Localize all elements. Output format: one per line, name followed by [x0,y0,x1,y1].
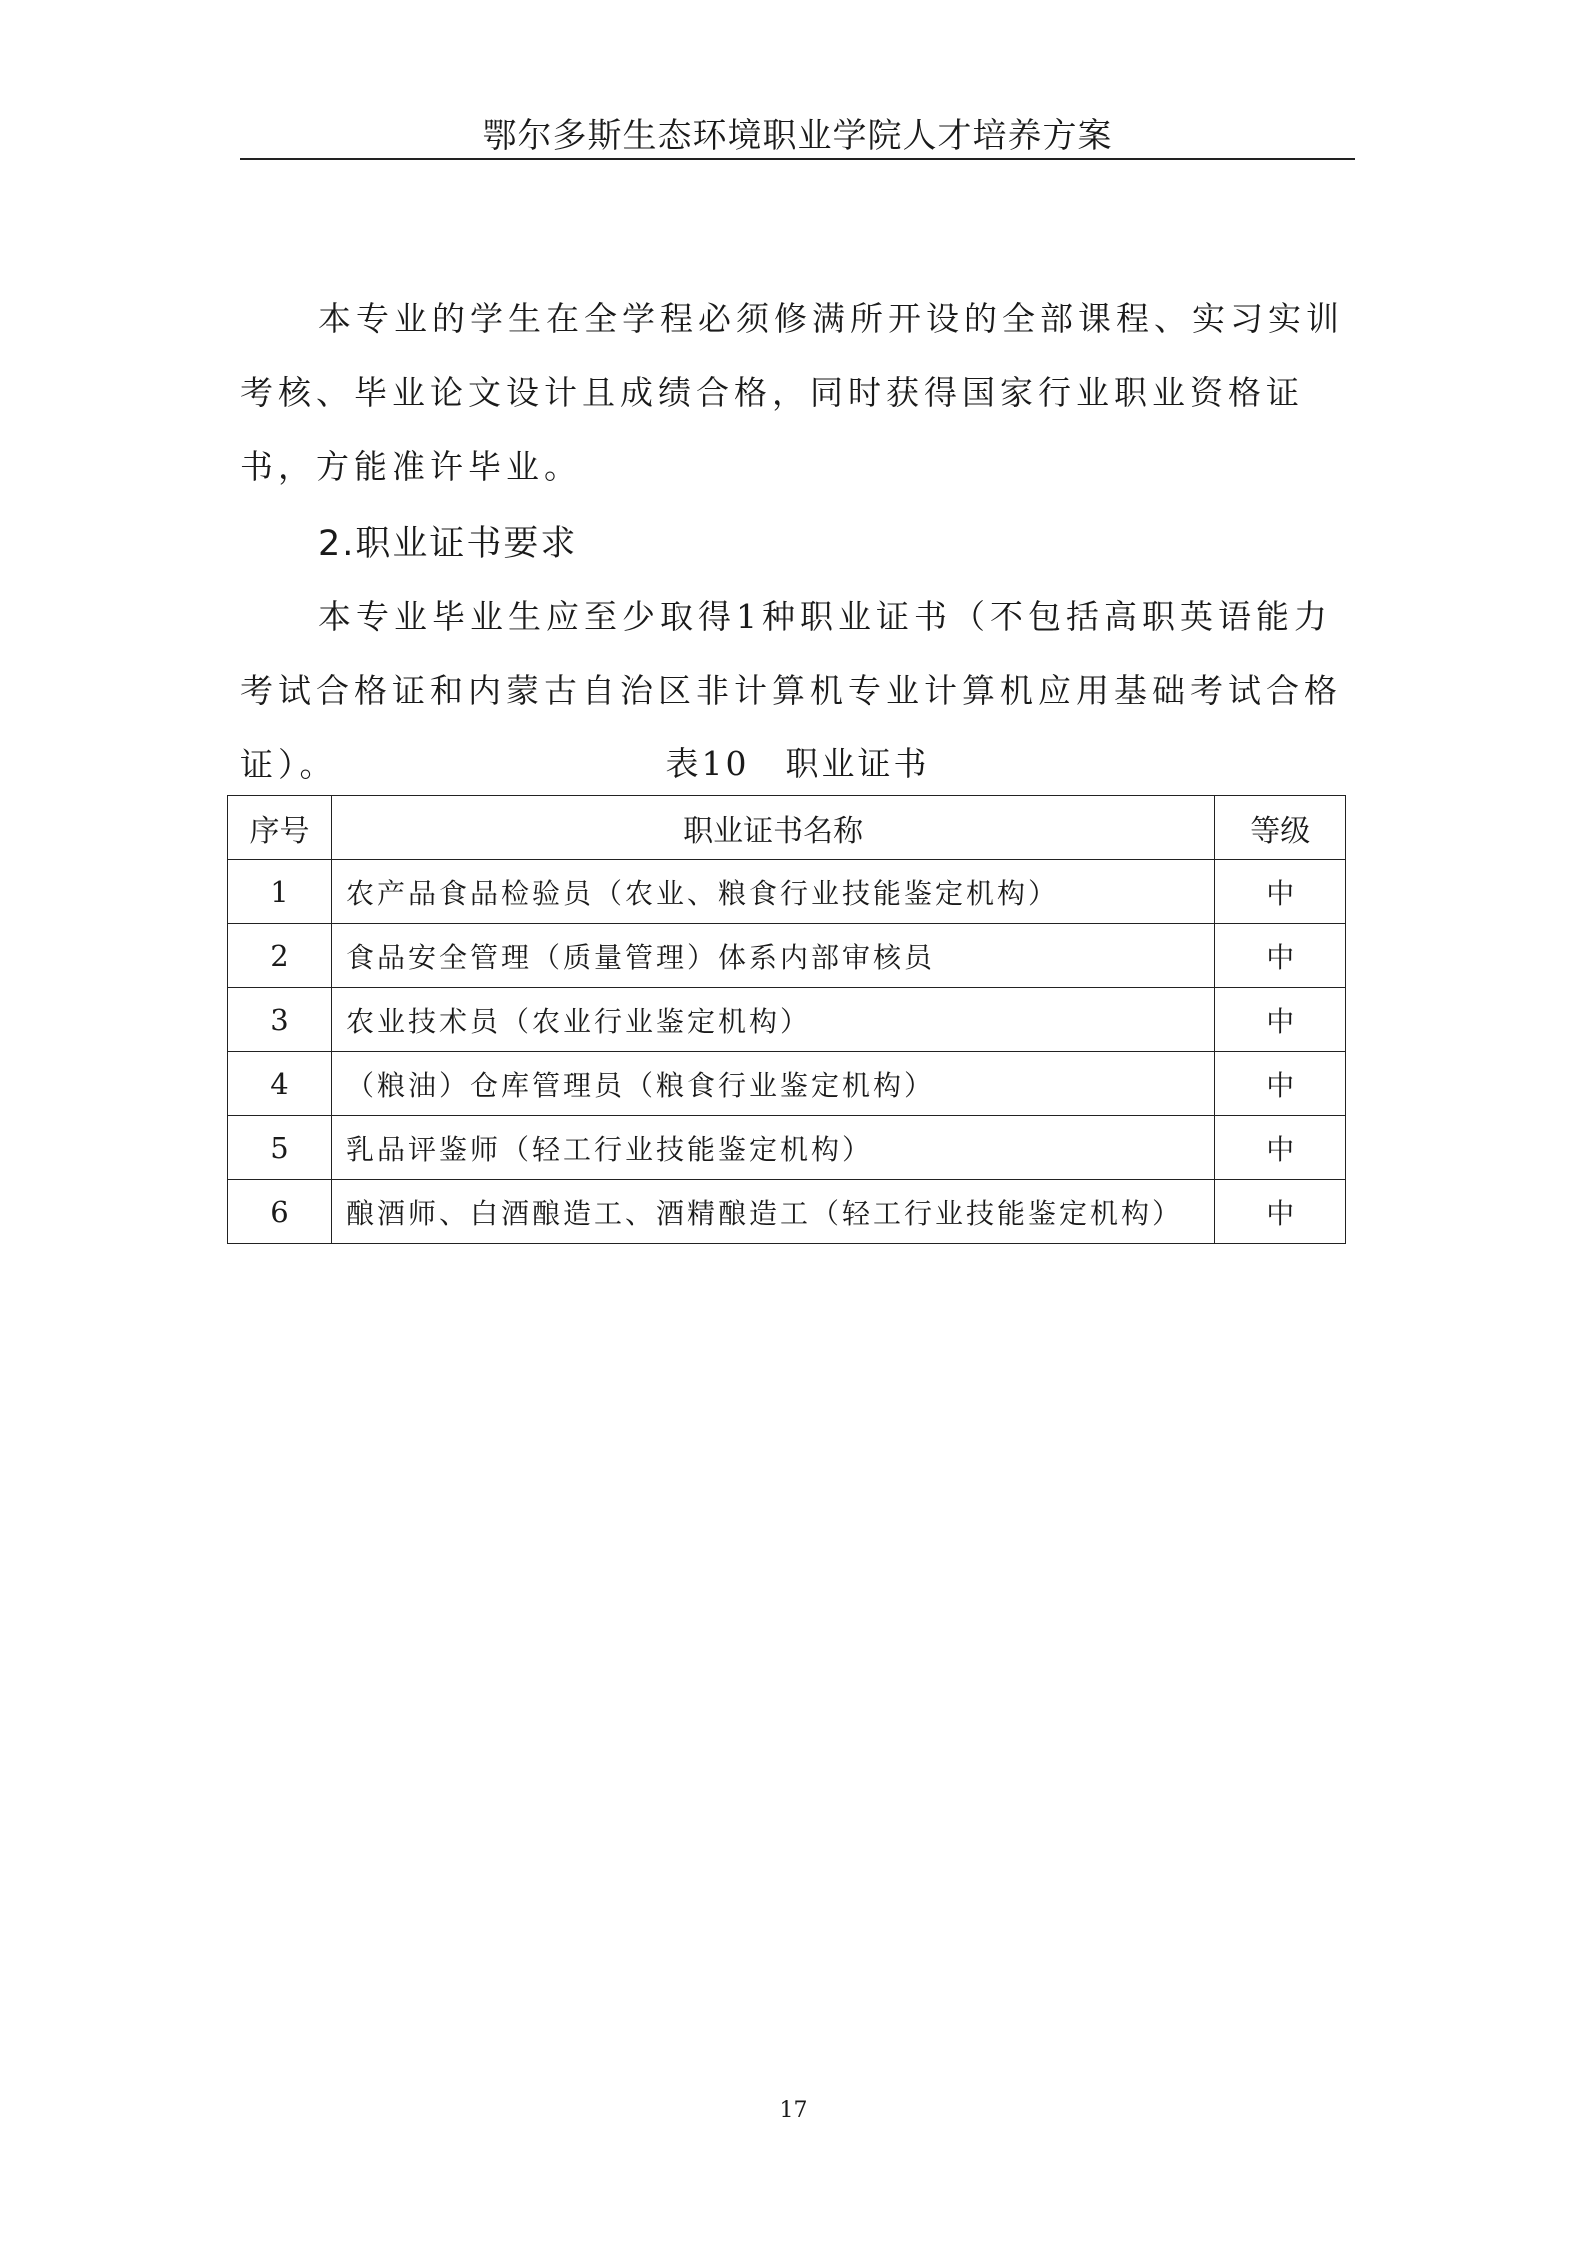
row-certificate-name: 酿酒师、白酒酿造工、酒精酿造工（轻工行业技能鉴定机构） [331,1180,1214,1244]
row-level: 中 [1215,924,1346,988]
graduation-requirement-paragraph: 本专业的学生在全学程必须修满所开设的全部课程、实习实训考核、毕业论文设计且成绩合格，同时获得国家行业职业资格证书，方能准许毕业。 [240,299,1344,486]
row-certificate-name: （粮油）仓库管理员（粮食行业鉴定机构） [331,1052,1214,1116]
row-seq: 1 [228,860,332,924]
header-seq: 序号 [228,796,332,860]
header-level: 等级 [1215,796,1346,860]
row-seq: 2 [228,924,332,988]
row-level: 中 [1215,1052,1346,1116]
table-row [228,1052,1346,1116]
table-row [228,924,1346,988]
table-row [228,988,1346,1052]
row-seq: 6 [228,1180,332,1244]
row-certificate-name: 食品安全管理（质量管理）体系内部审核员 [331,924,1214,988]
table-caption: 表10 职业证书 [665,744,930,783]
row-level: 中 [1215,1180,1346,1244]
page-header-title: 鄂尔多斯生态环境职业学院人才培养方案 [482,116,1113,156]
row-seq: 3 [228,988,332,1052]
row-level: 中 [1215,1116,1346,1180]
table-row [228,1180,1346,1244]
row-level: 中 [1215,860,1346,924]
section-heading-certificate-requirements: 2.职业证书要求 [318,524,578,564]
table-header-row [228,796,1346,860]
header-divider [240,158,1355,160]
certificate-requirement-paragraph: 本专业毕业生应至少取得1种职业证书（不包括高职英语能力考试合格证和内蒙古自治区非计算机专业计算机应用基础考试合格证）。 [240,597,1342,784]
page-number: 17 [779,2098,808,2123]
table-row [228,1116,1346,1180]
row-certificate-name: 乳品评鉴师（轻工行业技能鉴定机构） [331,1116,1214,1180]
row-seq: 5 [228,1116,332,1180]
row-level: 中 [1215,988,1346,1052]
row-certificate-name: 农产品食品检验员（农业、粮食行业技能鉴定机构） [331,860,1214,924]
header-certificate-name: 职业证书名称 [331,796,1214,860]
row-certificate-name: 农业技术员（农业行业鉴定机构） [331,988,1214,1052]
table-row [228,860,1346,924]
row-seq: 4 [228,1052,332,1116]
certificate-table [227,795,1346,1244]
